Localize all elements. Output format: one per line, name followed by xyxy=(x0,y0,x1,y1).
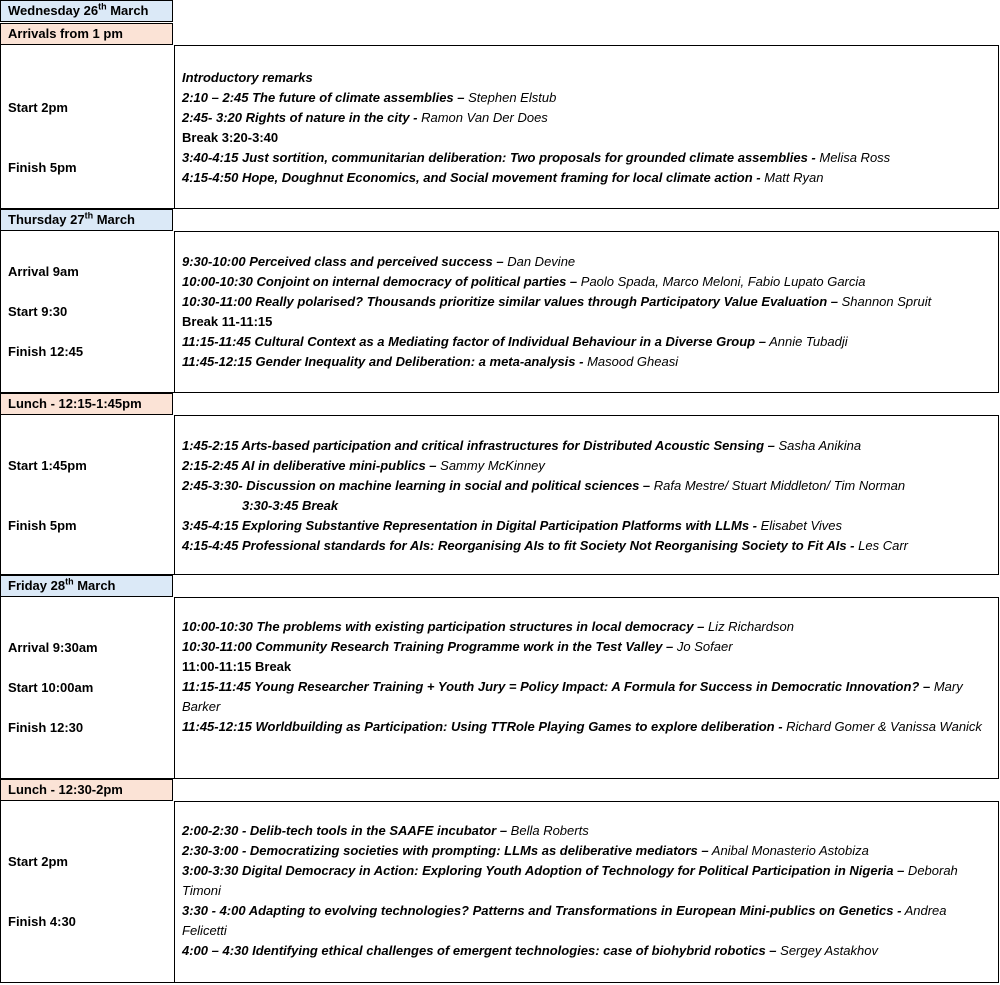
session-item: 11:45-12:15 Gender Inequality and Deliberation: a meta-analysis - Masood Gheasi xyxy=(182,354,679,369)
session-item: 3:30 - 4:00 Adapting to evolving technologies? Patterns and Transformations in European Mini-publics on Genetics - Andrea Felicetti xyxy=(182,903,947,938)
session-item: 3:40-4:15 Just sortition, communitarian deliberation: Two proposals for grounded climate assemblies - Melisa Ross xyxy=(182,150,891,165)
time-column xyxy=(0,231,175,393)
session-item: 11:15-11:45 Cultural Context as a Mediating factor of Individual Behaviour in a Diverse Group – Annie Tubadji xyxy=(182,334,848,349)
session-item: 4:15-4:50 Hope, Doughnut Economics, and Social movement framing for local climate action - Matt Ryan xyxy=(182,170,824,185)
time-column xyxy=(0,415,175,575)
arrival-time: Arrival 9:30am xyxy=(8,640,98,655)
time-column xyxy=(0,801,175,983)
break-item: Break 3:20-3:40 xyxy=(182,130,279,145)
day-header-friday: Friday 28th March xyxy=(0,575,173,597)
arrivals-header: Arrivals from 1 pm xyxy=(0,23,173,45)
session-item: 9:30-10:00 Perceived class and perceived success – Dan Devine xyxy=(182,254,576,269)
finish-time: Finish 5pm xyxy=(8,518,77,533)
day-header-wednesday: Wednesday 26th March xyxy=(0,0,173,22)
break-item: 11:00-11:15 Break xyxy=(182,659,292,674)
day-header-thursday: Thursday 27th March xyxy=(0,209,173,231)
session-item: 11:15-11:45 Young Researcher Training + Youth Jury = Policy Impact: A Formula for Success in Democratic Innovation? – Mary Barker xyxy=(182,679,963,714)
time-column xyxy=(0,45,175,209)
arrival-time: Arrival 9am xyxy=(8,264,79,279)
session-item: 10:00-10:30 The problems with existing participation structures in local democracy – Liz Richardson xyxy=(182,619,794,634)
session-item: 1:45-2:15 Arts-based participation and critical infrastructures for Distributed Acoustic Sensing – Sasha Anikina xyxy=(182,438,862,453)
session-item: 2:00-2:30 - Delib-tech tools in the SAAFE incubator – Bella Roberts xyxy=(182,823,589,838)
session-item: 4:00 – 4:30 Identifying ethical challenges of emergent technologies: case of biohybrid robotics – Sergey Astakhov xyxy=(182,943,878,958)
session-item: 3:00-3:30 Digital Democracy in Action: Exploring Youth Adoption of Technology for Political Participation in Nigeria – Deborah Timoni xyxy=(182,863,958,898)
time-column xyxy=(0,597,175,779)
break-item: 3:30-3:45 Break xyxy=(242,498,339,513)
session-item: 2:10 – 2:45 The future of climate assemblies – Stephen Elstub xyxy=(182,90,557,105)
start-time: Start 2pm xyxy=(8,854,68,869)
finish-time: Finish 12:45 xyxy=(8,344,84,359)
session-item: 2:30-3:00 - Democratizing societies with prompting: LLMs as deliberative mediators – Anibal Monasterio Astobiza xyxy=(182,843,869,858)
session-item: 2:15-2:45 AI in deliberative mini-publics – Sammy McKinney xyxy=(182,458,545,473)
session-item: 10:30-11:00 Really polarised? Thousands prioritize similar values through Participatory Value Evaluation – Shannon Spruit xyxy=(182,294,932,309)
session-item: 2:45- 3:20 Rights of nature in the city - Ramon Van Der Does xyxy=(182,110,548,125)
start-time: Start 9:30 xyxy=(8,304,68,319)
start-time: Start 1:45pm xyxy=(8,458,87,473)
finish-time: Finish 12:30 xyxy=(8,720,84,735)
session-item: 10:00-10:30 Conjoint on internal democracy of political parties – Paolo Spada, Marco Meloni, Fabio Lupato Garcia xyxy=(182,274,866,289)
session-item: 2:45-3:30- Discussion on machine learning in social and political sciences – Rafa Mestre/ Stuart Middleton/ Tim Norman xyxy=(182,478,906,493)
lunch-header: Lunch - 12:15-1:45pm xyxy=(0,393,173,415)
break-item: Break 11-11:15 xyxy=(182,314,273,329)
session-item: 10:30-11:00 Community Research Training Programme work in the Test Valley – Jo Sofaer xyxy=(182,639,733,654)
session-item: Introductory remarks xyxy=(182,70,313,85)
session-item: 11:45-12:15 Worldbuilding as Participation: Using TTRole Playing Games to explore deliberation - Richard Gomer & Vanissa Wanick xyxy=(182,719,982,734)
lunch-header: Lunch - 12:30-2pm xyxy=(0,779,173,801)
session-item: 4:15-4:45 Professional standards for AIs: Reorganising AIs to fit Society Not Reorganising Society to Fit AIs - Les Carr xyxy=(182,538,908,553)
session-item: 3:45-4:15 Exploring Substantive Representation in Digital Participation Platforms with LLMs - Elisabet Vives xyxy=(182,518,843,533)
finish-time: Finish 4:30 xyxy=(8,914,76,929)
start-time: Start 2pm xyxy=(8,100,68,115)
start-time: Start 10:00am xyxy=(8,680,94,695)
finish-time: Finish 5pm xyxy=(8,160,77,175)
